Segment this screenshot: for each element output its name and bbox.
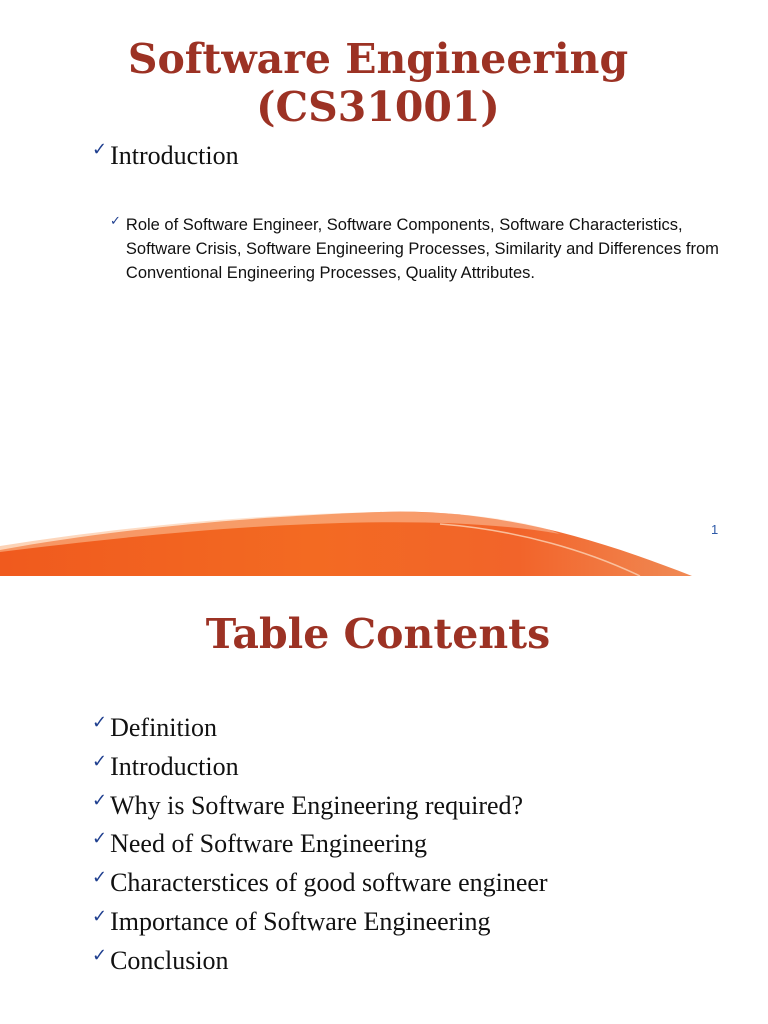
- bullet-text: Introduction: [110, 141, 239, 170]
- checkmark-icon: ✓: [92, 750, 108, 772]
- title-line-2: (CS31001): [256, 82, 500, 131]
- checkmark-icon: ✓: [92, 789, 108, 811]
- checkmark-icon: ✓: [92, 712, 108, 733]
- checkmark-icon: ✓: [92, 867, 108, 889]
- list-item: [92, 712, 548, 751]
- list-item: [92, 790, 548, 829]
- checkmark-icon: ✓: [92, 905, 108, 927]
- list-item: [92, 945, 548, 984]
- slide-2: [0, 576, 768, 1024]
- checkmark-icon: ✓: [110, 214, 121, 229]
- list-item: [92, 867, 548, 906]
- list-item-text: Why is Software Engineering required?: [110, 790, 524, 820]
- bullet-item: [92, 140, 239, 171]
- slide-title: Table Contents: [205, 610, 551, 658]
- title-line-1: Software Engineering: [127, 35, 629, 83]
- sub-bullet-text: Role of Software Engineer, Software Components, Software Characteristics, Software Crisis, Software Engineering Processes, Similarity and Differences from Conventional Engineering Processes, Quality Attributes.: [125, 216, 719, 282]
- sub-bullet-item: [110, 213, 740, 285]
- list-item-text: Definition: [110, 713, 217, 742]
- list-item: [92, 751, 548, 790]
- list-item-text: Importance of Software Engineering: [110, 906, 491, 936]
- list-item: [92, 828, 548, 867]
- table-of-contents-list: [92, 712, 548, 984]
- list-item-text: Introduction: [110, 751, 239, 781]
- slide-title: [0, 36, 756, 132]
- decorative-wave: [0, 490, 768, 576]
- list-item-text: Conclusion: [110, 945, 229, 975]
- checkmark-icon: ✓: [92, 944, 108, 966]
- list-item-text: Need of Software Engineering: [110, 829, 428, 859]
- list-item-text: Characterstices of good software engineer: [110, 868, 548, 898]
- slide-number: 1: [711, 522, 719, 537]
- checkmark-icon: ✓: [92, 139, 108, 160]
- list-item: [92, 906, 548, 945]
- checkmark-icon: ✓: [92, 828, 108, 850]
